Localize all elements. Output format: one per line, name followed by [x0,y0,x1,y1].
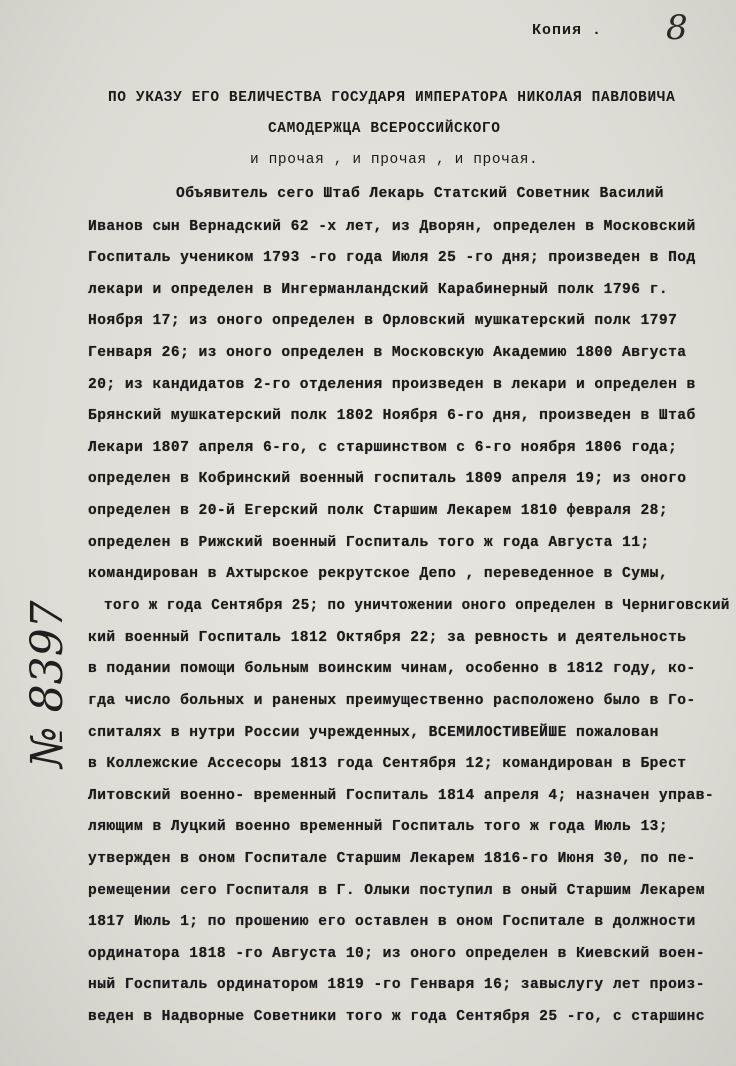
decree-heading-line2: САМОДЕРЖЦА ВСЕРОССИЙСКОГО [268,121,501,137]
body-line: в Коллежские Ассесоры 1813 года Сентября 12; командирован в Брест [88,756,687,772]
body-line: командирован в Ахтырское рекрутское Депо , переведенное в Сумы, [88,566,669,582]
body-line: утвержден в оном Госпитале Старшим Лекарем 1816-го Июня 30, по пе- [88,851,696,867]
body-line: определен в 20-й Егерский полк Старшим Лекарем 1810 февраля 28; [88,503,669,519]
body-line: определен в Кобринский военный госпиталь 1809 апреля 19; из оного [88,471,687,487]
handwritten-archive-number [4,540,84,770]
decree-heading-line1: ПО УКАЗУ ЕГО ВЕЛИЧЕСТВА ГОСУДАРЯ ИМПЕРАТОРА НИКОЛАЯ ПАВЛОВИЧА [108,90,676,106]
body-line: ординатора 1818 -го Августа 10; из оного определен в Киевский воен- [88,946,705,962]
body-line: Лекари 1807 апреля 6-го, с старшинством с 6-го ноября 1806 года; [88,440,678,456]
body-line: Брянский мушкатерский полк 1802 Ноября 6-го дня, произведен в Штаб [88,408,696,424]
body-line: ляющим в Луцкий военно временный Госпиталь того ж года Июль 13; [88,819,669,835]
body-line: ный Госпиталь ординатором 1819 -го Генваря 16; завыслугу лет произ- [88,977,705,993]
body-line: 1817 Июль 1; по прошению его оставлен в оном Госпитале в должности [88,914,696,930]
body-line: гда число больных и раненых преимущественно расположено было в Го- [88,693,696,709]
body-line: 20; из кандидатов 2-го отделения произведен в лекари и определен в [88,377,696,393]
body-line: спиталях в нутри России учрежденных, ВСЕМИЛОСТИВЕЙШЕ пожалован [88,725,659,741]
body-line: ремещении сего Госпиталя в Г. Олыки поступил в оный Старшим Лекарем [88,883,705,899]
body-line: Ноября 17; из оного определен в Орловский мушкатерский полк 1797 [88,313,678,329]
archive-number-text: № 8397 [22,600,73,768]
body-line: кий военный Госпиталь 1812 Октября 22; за ревность и деятельность [88,630,687,646]
body-line: Объявитель сего Штаб Лекарь Статский Советник Василий [176,186,665,202]
body-line: в подании помощи больным воинским чинам, особенно в 1812 году, ко- [88,661,696,677]
body-line: Литовский военно- временный Госпиталь 1814 апреля 4; назначен управ- [88,788,715,804]
body-line: Госпиталь учеником 1793 -го года Июля 25 -го дня; произведен в Под [88,250,696,266]
body-line: Иванов сын Вернадский 62 -х лет, из Дворян, определен в Московский [88,219,696,235]
copy-label: Копия . [532,22,603,39]
body-line: Генваря 26; из оного определен в Московскую Академию 1800 Августа [88,345,687,361]
body-line: определен в Рижский военный Госпиталь того ж года Августа 11; [88,535,650,551]
page-number: 8 [666,8,688,48]
body-line: лекари и определен в Ингерманландский Карабинерный полк 1796 г. [88,282,669,298]
body-line: того ж года Сентября 25; по уничтожении оного определен в Черниговский [104,598,730,614]
decree-heading-line3: и прочая , и прочая , и прочая. [250,152,539,168]
body-line: веден в Надворные Советники того ж года Сентября 25 -го, с старшинс [88,1009,705,1025]
